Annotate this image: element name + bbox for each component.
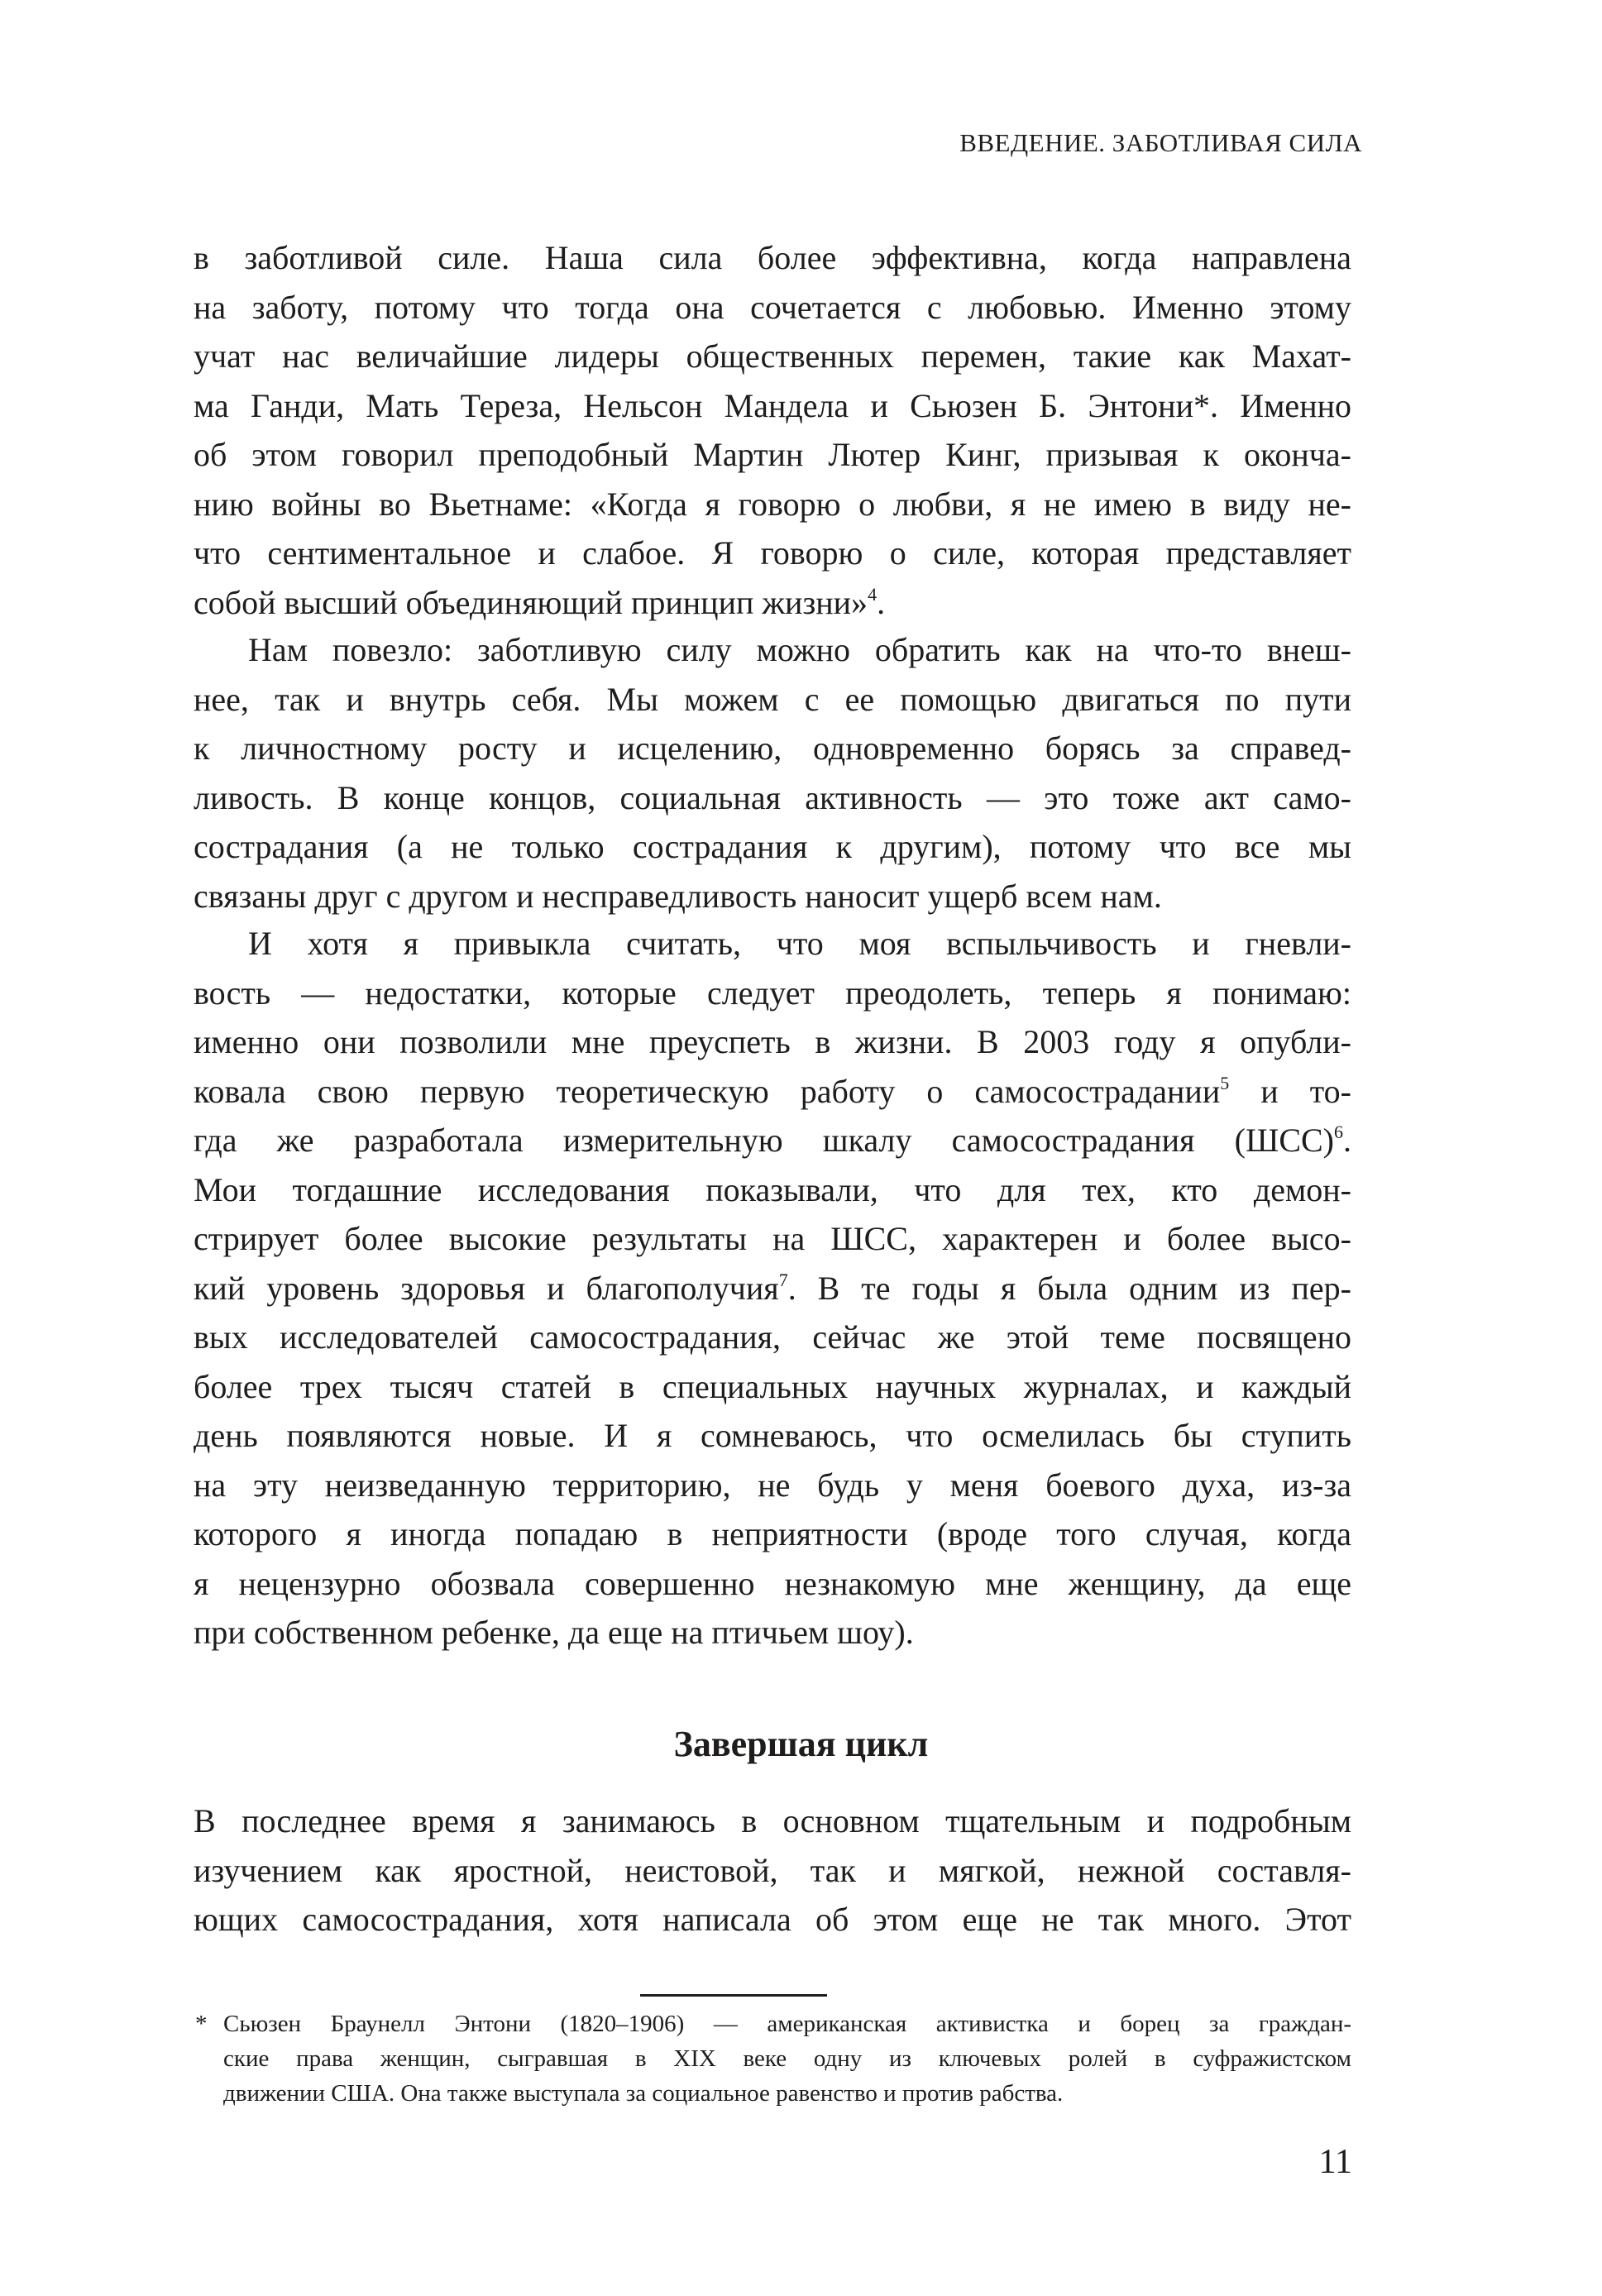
endnote-ref-5[interactable]: 5 <box>1220 1072 1230 1093</box>
text-line: в заботливой силе. Наша сила более эффективна, когда направлена <box>194 239 1351 276</box>
endnote-ref-4[interactable]: 4 <box>868 583 878 605</box>
text-fragment: собой высший объединяющий принцип жизни» <box>194 583 868 621</box>
text-line: В последнее время я занимаюсь в основном тщательным и подробным <box>194 1802 1351 1839</box>
text-line: изучением как яростной, неистовой, так и мягкой, нежной составля- <box>194 1851 1351 1889</box>
text-fragment: кий уровень здоровья и благополучия <box>194 1269 779 1307</box>
text-fragment: . В те годы я была одним из пер- <box>787 1269 1351 1307</box>
paragraph-2 <box>194 625 1351 921</box>
text-line: что сентиментальное и слабое. Я говорю о силе, которая представляет <box>194 534 1351 572</box>
text-line: нее, так и внутрь себя. Мы можем с ее помощью двигаться по пути <box>194 680 1351 718</box>
text-line: я нецензурно обозвала совершенно незнакомую мне женщину, да еще <box>194 1564 1351 1602</box>
section-heading: Завершая цикл <box>673 1724 929 1764</box>
text-line: об этом говорил преподобный Мартин Лютер Кинг, призывая к оконча- <box>194 436 1351 473</box>
text-fragment: ковала свою первую теоретическую работу о самосострадании <box>194 1072 1221 1110</box>
text-line: более трех тысяч статей в специальных научных журналах, и каждый <box>194 1367 1351 1405</box>
text-line: при собственном ребенке, да еще на птичьем шоу). <box>194 1614 914 1651</box>
paragraph-1 <box>194 233 1351 627</box>
text-line <box>194 1116 1351 1165</box>
text-line <box>194 578 1351 628</box>
footnote-marker: * <box>195 2011 208 2037</box>
text-line: ма Ганди, Мать Тереза, Нельсон Мандела и Сьюзен Б. Энтони*. Именно <box>194 386 1351 424</box>
text-line: которого я иногда попадаю в неприятности (вроде того случая, когда <box>194 1515 1351 1552</box>
text-line <box>194 1067 1351 1117</box>
text-line: именно они позволили мне преуспеть в жизни. В 2003 году я опубли- <box>194 1023 1351 1060</box>
text-line: И хотя я привыкла считать, что моя вспыльчивость и гневли- <box>248 925 1351 962</box>
text-line: связаны друг с другом и несправедливость наносит ущерб всем нам. <box>194 877 1162 915</box>
page-number: 11 <box>1318 2143 1352 2181</box>
text-line: нию войны во Вьетнаме: «Когда я говорю о любви, я не имею в виду не- <box>194 485 1351 523</box>
footnote <box>195 2007 1351 2111</box>
text-fragment: и то- <box>1229 1072 1351 1110</box>
text-line: вых исследователей самосострадания, сейчас же этой теме посвящено <box>194 1318 1351 1356</box>
text-line: Мои тогдашние исследования показывали, что для тех, кто демон- <box>194 1170 1351 1208</box>
footnote-line: Сьюзен Браунелл Энтони (1820–1906) — американская активистка и борец за граждан- <box>223 2011 1351 2037</box>
text-line: ющих самосострадания, хотя написала об этом еще не так много. Этот <box>194 1901 1351 1938</box>
paragraph-4 <box>194 1796 1351 1944</box>
paragraph-3 <box>194 919 1351 1657</box>
endnote-ref-7[interactable]: 7 <box>778 1269 788 1290</box>
text-fragment: гда же разработала измерительную шкалу самосострадания (ШСС) <box>194 1122 1334 1159</box>
text-line: на эту неизведанную территорию, не будь у меня боевого духа, из-за <box>194 1466 1351 1504</box>
footnote-divider <box>640 1994 827 1997</box>
text-line: день появляются новые. И я сомневаюсь, что осмелилась бы ступить <box>194 1417 1351 1454</box>
text-line: вость — недостатки, которые следует преодолеть, теперь я понимаю: <box>194 973 1351 1012</box>
endnote-ref-6[interactable]: 6 <box>1334 1122 1343 1142</box>
text-line: ливость. В конце концов, социальная активность — это тоже акт само- <box>194 778 1351 816</box>
text-line: стрирует более высокие результаты на ШСС, характерен и более высо- <box>194 1220 1351 1257</box>
text-line: на заботу, потому что тогда она сочетается с любовью. Именно этому <box>194 288 1351 326</box>
text-fragment: . <box>877 583 886 621</box>
running-header: ВВЕДЕНИЕ. ЗАБОТЛИВАЯ СИЛА <box>959 128 1362 157</box>
footnote-line: ские права женщин, сыгравшая в XIX веке одну из ключевых ролей в суфражистском <box>223 2045 1351 2072</box>
text-line: Нам повезло: заботливую силу можно обратить как на что-то внеш- <box>248 631 1351 668</box>
footnote-line: движении США. Она также выступала за социальное равенство и против рабства. <box>223 2080 1064 2107</box>
text-fragment: . <box>1343 1122 1351 1159</box>
text-line <box>194 1264 1351 1313</box>
text-line: сострадания (а не только сострадания к другим), потому что все мы <box>194 828 1351 865</box>
text-line: к личностному росту и исцелению, одновременно борясь за справед- <box>194 729 1351 767</box>
text-line: учат нас величайшие лидеры общественных перемен, такие как Махат- <box>194 337 1351 375</box>
